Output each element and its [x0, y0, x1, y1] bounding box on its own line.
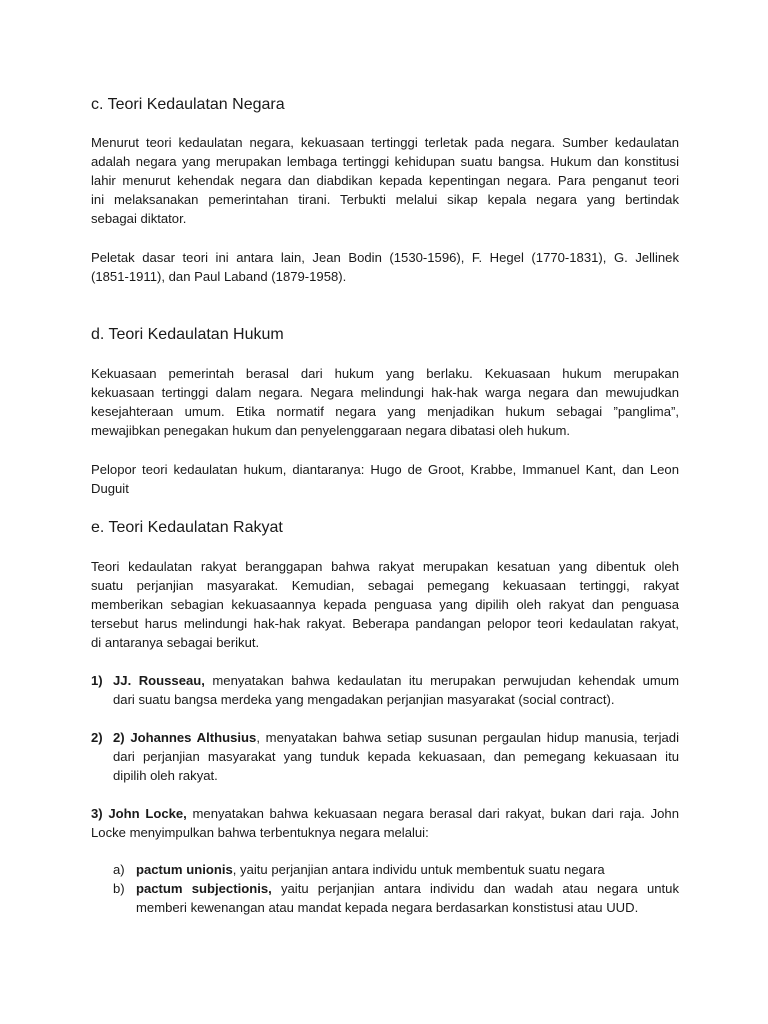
- section-d-heading: d. Teori Kedaulatan Hukum: [91, 326, 284, 343]
- text-line: tersebut harus melindungi hak-hak rakyat. Beberapa pandangan pelopor teori kedaulatan rakyat,: [91, 616, 679, 631]
- text-line: Locke menyimpulkan bahwa terbentuknya negara melalui:: [91, 825, 429, 840]
- person-name: JJ. Rousseau,: [113, 673, 205, 688]
- text-line: [113, 728, 679, 747]
- sub-item-pactum-subjectionis: [91, 879, 679, 917]
- text-line: dipilih oleh rakyat.: [113, 768, 218, 783]
- section-c-paragraph-2: [91, 248, 679, 286]
- text-span: menyatakan bahwa kekuasaan negara berasal dari rakyat, bukan dari raja. John: [186, 806, 679, 821]
- text-line: Teori kedaulatan rakyat beranggapan bahwa rakyat merupakan kesatuan yang dibentuk oleh: [91, 559, 679, 574]
- text-line: di antaranya sebagai berikut.: [91, 635, 260, 650]
- text-line: ini melaksanakan pemerintahan tirani. Terbukti melalui sikap kepala negara yang bertindak: [91, 192, 679, 207]
- section-e-heading: e. Teori Kedaulatan Rakyat: [91, 519, 283, 536]
- section-d-paragraph-2: [91, 460, 679, 498]
- section-c-heading: c. Teori Kedaulatan Negara: [91, 96, 285, 113]
- text-line: dari suatu bangsa merdeka yang mengadakan perjanjian masyarakat (social contract).: [113, 692, 615, 707]
- list-item-rousseau: [91, 671, 679, 709]
- list-number: 1): [91, 673, 103, 688]
- text-line: kekuasaan tertinggi dalam negara. Negara melindungi hak-hak warga negara dan mewujudkan: [91, 385, 679, 400]
- text-span: , yaitu perjanjian antara individu untuk membentuk suatu negara: [232, 862, 605, 877]
- text-span: menyatakan bahwa kedaulatan itu merupakan perwujudan kehendak umum: [204, 673, 679, 688]
- text-line: [136, 860, 679, 879]
- text-line: lahir menurut kehendak negara dan diabdikan kepada kepentingan negara. Para penganut teori: [91, 173, 679, 188]
- text-line: kesejahteraan umum. Etika normatif negara yang menjadikan hukum sebagai ”panglima”,: [91, 404, 679, 419]
- paragraph-locke: [91, 804, 679, 842]
- list-letter: b): [113, 881, 125, 896]
- list-item-althusius: [91, 728, 679, 785]
- sub-item-pactum-unionis: [91, 860, 679, 879]
- section-e-paragraph-1: [91, 557, 679, 652]
- term: pactum unionis: [136, 862, 233, 877]
- list-number: 2): [91, 730, 103, 745]
- text-line: Duguit: [91, 481, 129, 496]
- text-line: [91, 804, 679, 823]
- text-line: (1851-1911), dan Paul Laband (1879-1958).: [91, 269, 347, 284]
- list-letter: a): [113, 862, 125, 877]
- text-line: adalah negara yang merupakan lembaga tertinggi kehidupan suatu bangsa. Hukum dan konstitusi: [91, 154, 679, 169]
- text-line: sebagai diktator.: [91, 211, 187, 226]
- text-line: [136, 879, 679, 898]
- text-line: memberikan sebagian kekuasaannya kepada penguasa yang dipilih oleh rakyat dan penguasa: [91, 597, 679, 612]
- text-line: Peletak dasar teori ini antara lain, Jean Bodin (1530-1596), F. Hegel (1770-1831), G. Jellinek: [91, 250, 679, 265]
- text-span: yaitu perjanjian antara individu dan wadah atau negara untuk: [271, 881, 680, 896]
- text-line: suatu perjanjian masyarakat. Kemudian, sebagai pemegang kekuasaan tertinggi, rakyat: [91, 578, 679, 593]
- section-d-paragraph-1: [91, 364, 679, 440]
- text-line: mewajibkan penegakan hukum dan penyelenggaraan negara dibatasi oleh hukum.: [91, 423, 570, 438]
- text-line: [113, 671, 679, 690]
- text-line: Menurut teori kedaulatan negara, kekuasaan tertinggi terletak pada negara. Sumber kedaulatan: [91, 135, 679, 150]
- text-line: Pelopor teori kedaulatan hukum, diantaranya: Hugo de Groot, Krabbe, Immanuel Kant, dan Leon: [91, 462, 679, 477]
- text-line: Kekuasaan pemerintah berasal dari hukum yang berlaku. Kekuasaan hukum merupakan: [91, 366, 679, 381]
- text-line: memberi kewenangan atau mandat kepada negara berdasarkan konstistusi atau UUD.: [136, 900, 639, 915]
- text-span: , menyatakan bahwa setiap susunan pergaulan hidup manusia, terjadi: [256, 730, 679, 745]
- text-line: dari perjanjian masyarakat yang tunduk kepada kekuasaan, dan pemegang kekuasaan itu: [113, 749, 679, 764]
- term: pactum subjectionis,: [136, 881, 272, 896]
- person-name: 3) John Locke,: [91, 806, 187, 821]
- section-c-paragraph-1: [91, 133, 679, 228]
- person-name: 2) Johannes Althusius: [113, 730, 257, 745]
